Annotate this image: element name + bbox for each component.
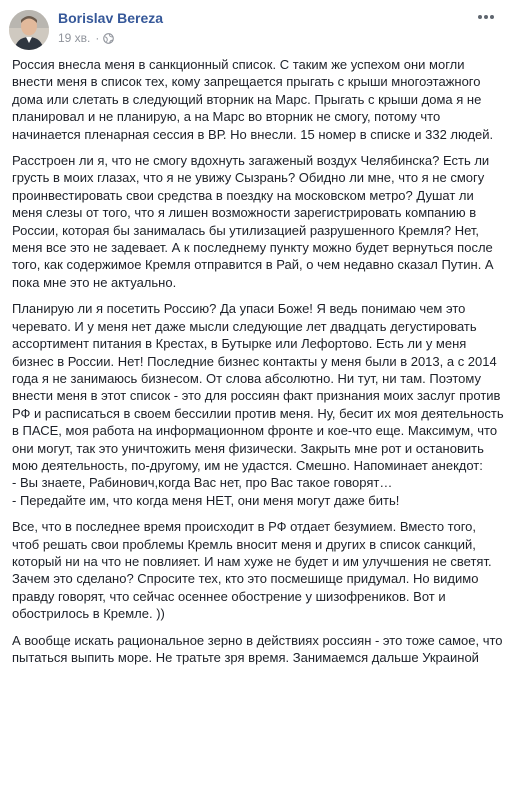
author-avatar[interactable] [9, 10, 49, 50]
avatar-photo [9, 10, 49, 50]
post-timestamp[interactable]: 19 хв. [58, 31, 91, 45]
author-name[interactable]: Borislav Bereza [58, 10, 164, 26]
post-text [12, 56, 504, 675]
post-paragraph-2: Расстроен ли я, что не смогу вдохнуть загаженый воздух Челябинска? Есть ли грусть в моих глазах, что я не увижу Сызрань? Обидно ли мне, что я не смогу проинвестировать свои средства в поездку на московском метро? Душат ли меня слезы от того, что я лишен возможности зарегистрировать компанию в России, которая бы занималась бы утилизацией разрушенного Кремля? Нет, меня все это не задевает. А к последнему пункту можно будет вернуться после того, как содержимое Кремля отправится в Рай, о чем недавно сказал Путин. А пока мне это не актуально. [12, 153, 494, 290]
post-header [0, 0, 508, 60]
globe-icon[interactable] [103, 33, 114, 44]
post-paragraph-5: А вообще искать рациональное зерно в действиях россиян - это тоже самое, что пытаться выпить море. Не тратьте зря время. Занимаемся дальше Украиной [12, 632, 503, 665]
meta-separator: · [95, 31, 100, 45]
post-meta [58, 31, 114, 45]
post-paragraph-1: Россия внесла меня в санкционный список. С таким же успехом они могли внести меня в список тех, кому запрещается прыгать с крыши многоэтажного дома или слетать в следующий вторник на Марс. Прыгать с крыши дома я не планировал и не планирую, а на Марс во вторник не смогу, потому что начинается пленарная сессия в ВР. Но внесли. 15 номер в списке и 332 людей. [12, 57, 494, 142]
post-paragraph-4: Все, что в последнее время происходит в РФ отдает безумием. Вместо того, чтоб решать свои проблемы Кремль вносит меня и других в список санкций, который ни на что не повлияет. И нам хуже не будет и им улучшения не светят. Зачем это сделано? Спросите тех, кто это посмешище придумал. Но видимо правду говорят, что сейчас осеннее обострение у шизофреников. Вот и обострилось в Кремле. )) [12, 519, 492, 622]
more-options-icon[interactable] [474, 10, 498, 24]
post-paragraph-3: Планирую ли я посетить Россию? Да упаси Боже! Я ведь понимаю чем это черевато. И у меня нет даже мысли следующие лет двадцать дегустировать ассортимент питания в Крестах, в Бутырке или Лефортово. Есть ли у меня бизнес в России. Нет! Последние бизнес контакты у меня были в 2013, а с 2014 года я не занимаюсь бизнесом. От слова абсолютно. Ни тут, ни там. Поэтому внести меня в этот список - это для россиян факт признания моих заслуг против РФ и расписаться в своем бессилии против меня. Ну, бесит их моя деятельность в ПАСЕ, моя работа на информационном фронте и кое-что еще. Максимум, что они могут, так это уничтожить меня физически. Закрыть мне рот и остановить мою деятельность, по-другому, им не удастся. Смешно. Напоминает анекдот: - Вы знаете, Рабинович,когда Вас нет, про Вас такое говорят… - Передайте им, что когда меня НЕТ, они меня могут даже бить! [12, 301, 504, 508]
